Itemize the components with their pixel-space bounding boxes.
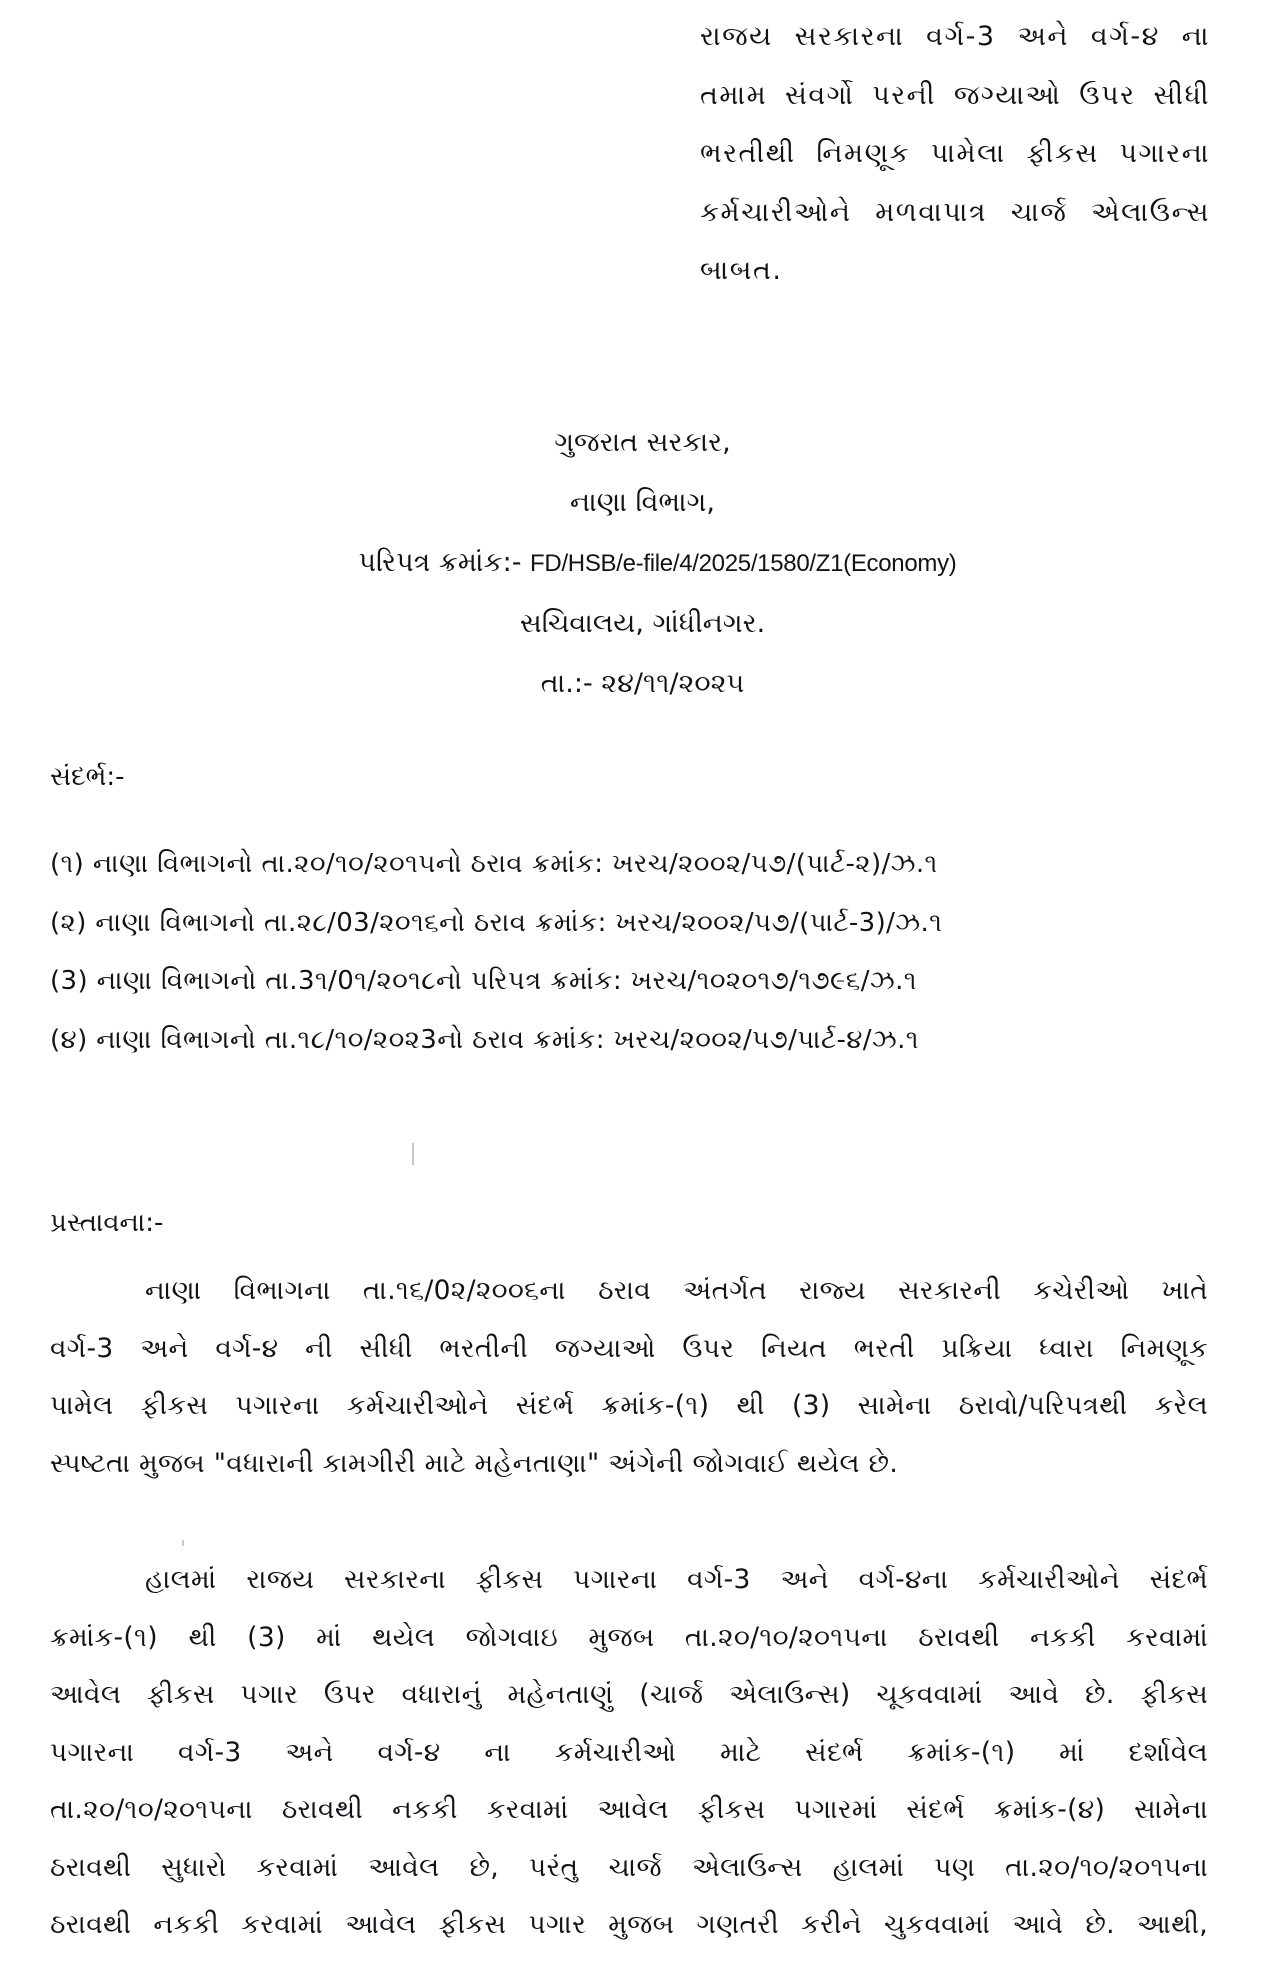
subject-line: રાજય સરકારના વર્ગ-3 અને વર્ગ-૪ ના: [700, 21, 1210, 52]
scan-speck: [182, 1540, 184, 1546]
subject-line: ભરતીથી નિમણૂક પામેલા ફીકસ પગારના: [700, 138, 1210, 169]
preamble-paragraph-1: [50, 1262, 1208, 1492]
letterhead: [0, 413, 1285, 714]
scan-speck: [412, 1143, 414, 1165]
subject-line: કર્મચારીઓને મળવાપાત્ર ચાર્જ એલાઉન્સ: [700, 196, 1210, 228]
government-name: ગુજરાત સરકાર,: [554, 427, 731, 458]
paragraph-line: પામેલ ફીકસ પગારના કર્મચારીઓને સંદર્ભ ક્રમાંક-(૧) થી (3) સામેના ઠરાવો/પરિપત્રથી કરેલ: [50, 1390, 1208, 1421]
paragraph-line: વર્ગ-3 અને વર્ગ-૪ ની સીધી ભરતીની જગ્યાઓ ઉપર નિયત ભરતી પ્રક્રિયા ધ્વારા નિમણૂક: [50, 1332, 1208, 1364]
references-list: [50, 835, 1200, 1069]
subject-block: [700, 8, 1210, 301]
paragraph-line: ક્રમાંક-(૧) થી (3) માં થયેલ જોગવાઇ મુજબ તા.૨૦/૧૦/૨૦૧૫ના ઠરાવથી નકકી કરવામાં: [50, 1621, 1208, 1653]
reference-item: (૨) નાણા વિભાગનો તા.૨૮/03/૨૦૧૬નો ઠરાવ ક્રમાંક: ખરચ/૨૦૦૨/૫૭/(પાર્ટ-3)/ઝ.૧: [50, 907, 943, 938]
preamble-paragraph-2: [50, 1551, 1208, 1954]
paragraph-line: ઠરાવથી સુધારો કરવામાં આવેલ છે, પરંતુ ચાર્જ એલાઉન્સ હાલમાં પણ તા.૨૦/૧૦/૨૦૧૫ના: [50, 1851, 1208, 1883]
paragraph-line: આવેલ ફીકસ પગાર ઉપર વધારાનું મહેનતાણું (ચાર્જ એલાઉન્સ) ચૂકવવામાં આવે છે. ફીકસ: [50, 1679, 1208, 1710]
circular-number: FD/HSB/e-file/4/2025/1580/Z1(Economy): [530, 550, 957, 577]
place: સચિવાલય, ગાંધીનગર.: [519, 608, 766, 639]
preamble-heading: પ્રસ્તાવના:-: [50, 1208, 164, 1238]
paragraph-line: સ્પષ્ટતા મુજબ "વધારાની કામગીરી માટે મહેનતાણા" અંગેની જોગવાઈ થયેલ છે.: [50, 1447, 899, 1479]
paragraph-line: તા.૨૦/૧૦/૨૦૧૫ના ઠરાવથી નકકી કરવામાં આવેલ ફીકસ પગારમાં સંદર્ભ ક્રમાંક-(૪) સામેના: [50, 1794, 1208, 1825]
paragraph-line: ઠરાવથી નકકી કરવામાં આવેલ ફીકસ પગાર મુજબ ગણતરી કરીને ચુકવવામાં આવે છે. આથી,: [50, 1909, 1208, 1940]
circular-date: તા.:- ૨૪/૧૧/૨૦૨૫: [540, 668, 745, 699]
reference-item: (૧) નાણા વિભાગનો તા.૨૦/૧૦/૨૦૧૫નો ઠરાવ ક્રમાંક: ખરચ/૨૦૦૨/૫૭/(પાર્ટ-૨)/ઝ.૧: [50, 849, 938, 879]
department-name: નાણા વિભાગ,: [570, 487, 715, 518]
references-heading: સંદર્ભ:-: [50, 762, 125, 792]
circular-label: પરિપત્ર ક્રમાંક:-: [358, 547, 522, 578]
subject-line: તમામ સંવર્ગો પરની જગ્યાઓ ઉપર સીધી: [700, 79, 1210, 111]
paragraph-line: નાણા વિભાગના તા.૧૬/0૨/૨૦૦૬ના ઠરાવ અંતર્ગત રાજ્ય સરકારની કચેરીઓ ખાતે: [145, 1275, 1208, 1306]
paragraph-line: પગારના વર્ગ-3 અને વર્ગ-૪ ના કર્મચારીઓ માટે સંદર્ભ ક્રમાંક-(૧) માં દર્શાવેલ: [50, 1736, 1208, 1768]
circular-number-line: [0, 533, 1285, 594]
paragraph-line: હાલમાં રાજય સરકારના ફીકસ પગારના વર્ગ-3 અને વર્ગ-૪ના કર્મચારીઓને સંદર્ભ: [145, 1564, 1208, 1595]
subject-line: બાબત.: [700, 255, 783, 286]
reference-item: (૪) નાણા વિભાગનો તા.૧૮/૧૦/૨૦૨3નો ઠરાવ ક્રમાંક: ખરચ/૨૦૦૨/૫૭/પાર્ટ-૪/ઝ.૧: [50, 1024, 919, 1055]
reference-item: (3) નાણા વિભાગનો તા.3૧/0૧/૨૦૧૮નો પરિપત્ર ક્રમાંક: ખરચ/૧૦૨૦૧૭/૧૭૯૬/ઝ.૧: [50, 966, 917, 996]
